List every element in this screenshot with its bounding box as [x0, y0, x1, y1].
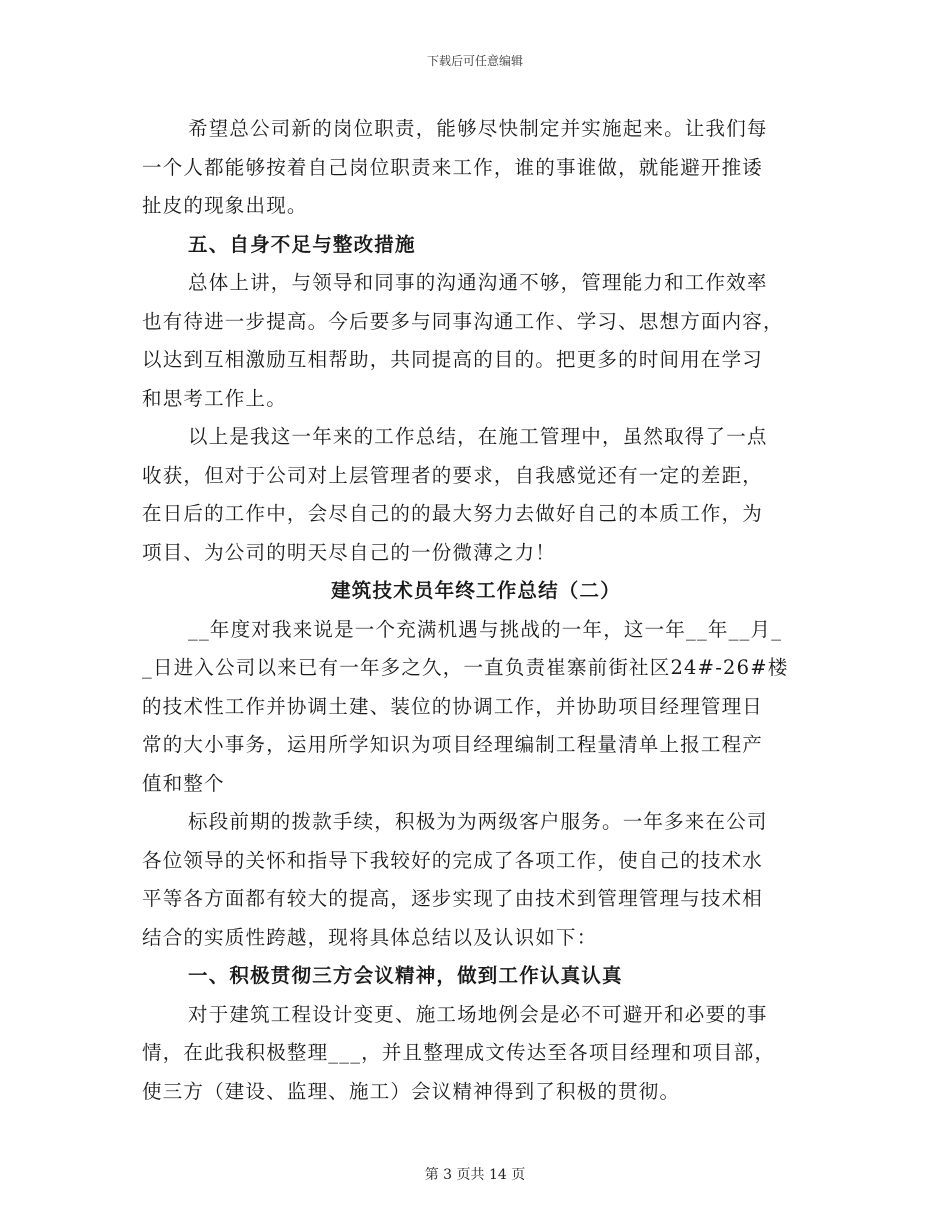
paragraph-line: 值和整个 [142, 771, 225, 795]
paragraph-line: 情，在此我积极整理___，并且整理成文传达至各项目经理和项目部， [142, 1041, 776, 1064]
paragraph-line: 以上是我这一年来的工作总结，在施工管理中，虽然取得了一点 [188, 425, 768, 448]
paragraph-line: 的技术性工作并协调土建、装位的协调工作，并协助项目经理管理日 [142, 694, 764, 718]
paragraph-line: 在日后的工作中，会尽自己的的最大努力去做好自己的本质工作，为 [142, 502, 764, 525]
paragraph-line: _日进入公司以来已有一年多之久，一直负责崔寨前街社区24#-26#楼 [142, 656, 789, 679]
paragraph-line: 希望总公司新的岗位职责，能够尽快制定并实施起来。让我们每 [188, 117, 768, 140]
paragraph-line: 扯皮的现象出现。 [142, 194, 308, 217]
paragraph-line: 一个人都能够按着自己岗位职责来工作，谁的事谁做，就能避开推诿 [142, 155, 764, 179]
paragraph-line: 对于建筑工程设计变更、施工场地例会是必不可避开和必要的事 [188, 1002, 768, 1026]
paragraph-line: 结合的实质性跨越，现将具体总结以及认识如下： [142, 925, 598, 949]
paragraph-line: __年度对我来说是一个充满机遇与挑战的一年，这一年__年__月_ [188, 617, 783, 641]
paragraph-line: 平等各方面都有较大的提高，逐步实现了由技术到管理管理与技术相 [142, 887, 764, 910]
section-heading: 一、积极贯彻三方会议精神，做到工作认真认真 [188, 964, 623, 987]
paragraph-line: 标段前期的拨款手续，积极为为两级客户服务。一年多来在公司 [188, 810, 768, 833]
page-header: 下载后可任意编辑 [426, 54, 523, 68]
paragraph-line: 各位领导的关怀和指导下我较好的完成了各项工作，使自己的技术水 [142, 848, 764, 872]
paragraph-line: 项目、为公司的明天尽自己的一份微薄之力！ [142, 540, 557, 564]
paragraph-line: 使三方（建设、监理、施工）会议精神得到了积极的贯彻。 [142, 1079, 681, 1103]
paragraph-line: 总体上讲，与领导和同事的沟通沟通不够，管理能力和工作效率 [188, 271, 768, 294]
page-footer: 第 3 页共 14 页 [424, 1167, 526, 1183]
paragraph-line: 也有待进一步提高。今后要多与同事沟通工作、学习、思想方面内容， [142, 309, 784, 333]
paragraph-line: 和思考工作上。 [142, 386, 287, 410]
document-body [142, 110, 810, 1111]
paragraph-line: 常的大小事务，运用所学知识为项目经理编制工程量清单上报工程产 [142, 733, 764, 756]
paragraph-line: 收获，但对于公司对上层管理者的要求，自我感觉还有一定的差距， [142, 463, 764, 487]
section-heading: 五、自身不足与整改措施 [188, 232, 416, 256]
paragraph-line: 以达到互相激励互相帮助，共同提高的目的。把更多的时间用在学习 [142, 348, 764, 371]
document-title: 建筑技术员年终工作总结（二） [331, 579, 621, 602]
